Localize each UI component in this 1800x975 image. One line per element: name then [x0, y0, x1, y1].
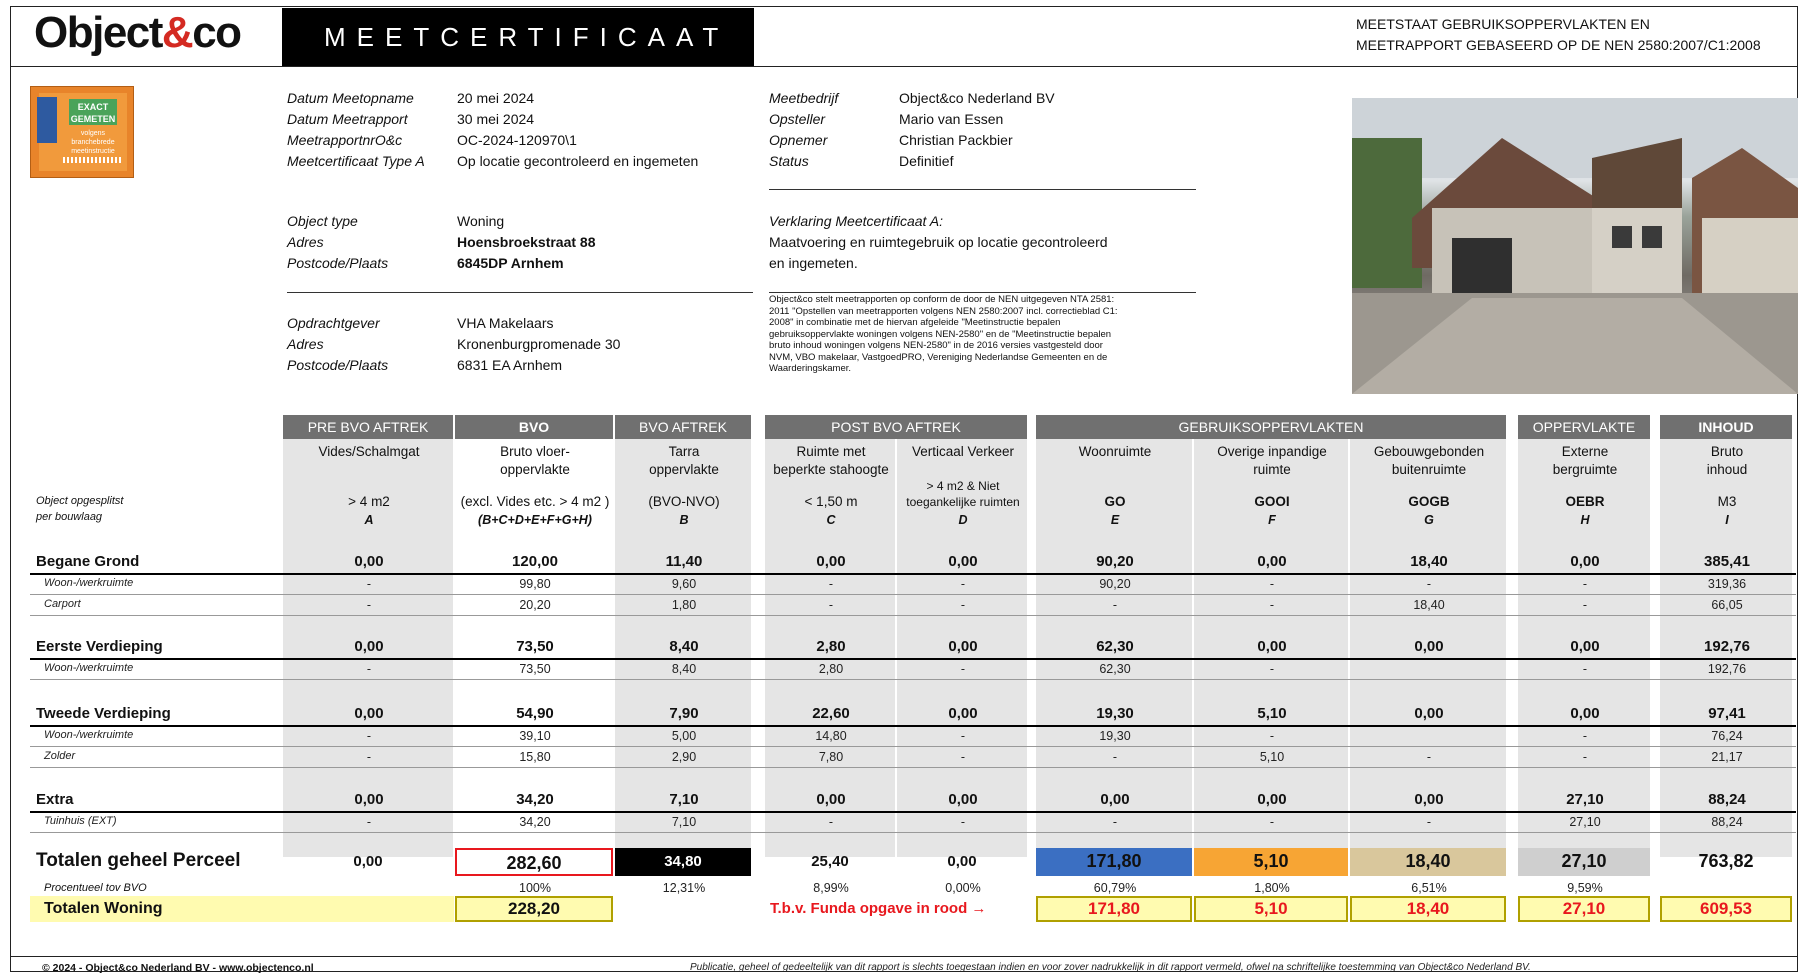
meta-label: Adres — [287, 336, 324, 352]
meta-label: Opsteller — [769, 111, 826, 127]
column-header-line3: M3 — [1717, 494, 1737, 509]
meta-label: MeetrapportnrO&c — [287, 132, 403, 148]
sub-row-name: Woon-/werkruimte — [44, 662, 134, 674]
sub-row-value: 7,80 — [818, 750, 844, 764]
sub-row-value: - — [1582, 598, 1588, 612]
sub-row-value: - — [366, 815, 372, 829]
meta-row — [287, 151, 698, 172]
meta-row — [287, 211, 596, 232]
level-value: 0,00 — [1570, 705, 1600, 722]
level-value: 0,00 — [948, 791, 978, 808]
meta-value: 30 mei 2024 — [457, 111, 535, 127]
total-value: 763,82 — [1698, 851, 1754, 871]
sub-row-value: 15,80 — [519, 750, 551, 764]
column-header-line3: < 1,50 m — [804, 494, 858, 509]
sub-row-name: Tuinhuis (EXT) — [44, 815, 117, 827]
disclaimer — [769, 294, 1199, 375]
level-value: 7,90 — [669, 705, 699, 722]
sub-row-value: 19,30 — [1099, 729, 1131, 743]
percent-value: 6,51% — [1411, 881, 1447, 895]
meta-value: Definitief — [899, 153, 954, 169]
sub-row-value: - — [960, 598, 966, 612]
woning-value: 5,10 — [1254, 899, 1288, 918]
total-value: 34,80 — [615, 848, 751, 876]
level-value: 0,00 — [1570, 553, 1600, 570]
group-header: BVO — [455, 415, 613, 439]
level-value: 34,20 — [516, 791, 554, 808]
sub-row-value: 62,30 — [1099, 662, 1131, 676]
group-header: GEBRUIKSOPPERVLAKTEN — [1036, 415, 1506, 439]
total-value: 25,40 — [811, 853, 849, 870]
row-divider — [30, 746, 1796, 747]
disclaimer-line: 2011 "Opstellen van meetrapporten volgens NEN 2580:2007 incl. correctieblad C1: — [769, 305, 1118, 317]
side-label-line2: per bouwlaag — [36, 511, 103, 523]
sub-row-name: Zolder — [44, 750, 76, 762]
level-value: 192,76 — [1704, 638, 1750, 655]
meta-value: Op locatie gecontroleerd en ingemeten — [457, 153, 699, 169]
sub-row-value: - — [960, 729, 966, 743]
meta-label: Opnemer — [769, 132, 828, 148]
sub-row-value: 7,10 — [671, 815, 697, 829]
column-code: G — [1424, 513, 1434, 527]
sub-row-value: 39,10 — [519, 729, 551, 743]
column-header-line2: oppervlakte — [500, 462, 570, 477]
sub-row-value: - — [366, 750, 372, 764]
column-header-line2: inhoud — [1706, 462, 1748, 477]
percent-value: 100% — [519, 881, 551, 895]
column-header-line1: Vides/Schalmgat — [318, 444, 420, 459]
level-value: 0,00 — [1257, 638, 1287, 655]
level-value: 0,00 — [1414, 791, 1444, 808]
percent-value: 8,99% — [813, 881, 849, 895]
woning-value: 27,10 — [1562, 899, 1606, 918]
sub-row-value: - — [1582, 662, 1588, 676]
column-code: C — [826, 513, 836, 527]
level-name: Eerste Verdieping — [36, 638, 163, 655]
column-header-line2: oppervlakte — [649, 462, 719, 477]
disclaimer-line: Object&co stelt meetrapporten op conform de door de NEN uitgegeven NTA 2581: — [769, 294, 1115, 305]
column-header-line1: Woonruimte — [1078, 444, 1152, 459]
group-header: PRE BVO AFTREK — [283, 415, 453, 439]
row-divider — [30, 594, 1796, 595]
meta-row — [287, 88, 698, 109]
sub-row-value: - — [1269, 598, 1275, 612]
header-divider — [10, 66, 1798, 67]
column-code: E — [1110, 513, 1120, 527]
group-header: INHOUD — [1660, 415, 1792, 439]
column-header-line1: Tarra — [668, 444, 700, 459]
sub-row-value: - — [1582, 577, 1588, 591]
column-header-line2: buitenruimte — [1391, 462, 1467, 477]
meta-row — [287, 355, 620, 376]
meta-value: Kronenburgpromenade 30 — [457, 336, 621, 352]
meta-label: Adres — [287, 234, 324, 250]
column-header-line2: > 4 m2 & Niet — [926, 479, 1000, 493]
meta-row — [769, 151, 1055, 172]
property-photo — [1352, 98, 1798, 394]
footer-divider — [10, 956, 1798, 957]
percent-value: 12,31% — [662, 881, 706, 895]
sub-row-value: 2,90 — [671, 750, 697, 764]
sub-row-value: - — [828, 598, 834, 612]
column-code: B — [679, 513, 689, 527]
meta-row — [287, 232, 596, 253]
sub-row-value: - — [960, 815, 966, 829]
group-header: OPPERVLAKTE — [1518, 415, 1650, 439]
sub-row-value: 27,10 — [1569, 815, 1601, 829]
meta-value: Woning — [457, 213, 505, 229]
sub-row-value: - — [366, 662, 372, 676]
meta-value: Christian Packbier — [899, 132, 1013, 148]
meta-row — [769, 109, 1055, 130]
client-info — [287, 313, 620, 376]
level-divider — [30, 658, 1796, 660]
nvm-logo-icon — [37, 97, 57, 143]
percent-value: 1,80% — [1254, 881, 1290, 895]
column-header-line3: toegankelijke ruimten — [906, 495, 1020, 509]
group-header: BVO AFTREK — [615, 415, 751, 439]
column-header-line1: Bruto vloer- — [500, 444, 570, 459]
sub-row-name: Woon-/werkruimte — [44, 577, 134, 589]
funda-note: T.b.v. Funda opgave in rood → — [770, 900, 987, 917]
meta-row — [287, 313, 620, 334]
meta-value: 20 mei 2024 — [457, 90, 535, 106]
row-divider — [30, 767, 1796, 768]
column-header-line3: (BVO-NVO) — [648, 494, 720, 509]
table-side-label — [36, 493, 123, 525]
woning-value: 171,80 — [1088, 899, 1140, 918]
meta-value: Mario van Essen — [899, 111, 1004, 127]
sub-row-value: 18,40 — [1413, 598, 1445, 612]
level-value: 73,50 — [516, 638, 554, 655]
level-name: Extra — [36, 791, 74, 808]
sub-row-value: - — [366, 598, 372, 612]
meta-row — [287, 130, 698, 151]
level-value: 0,00 — [948, 638, 978, 655]
level-value: 120,00 — [512, 553, 558, 570]
level-value: 0,00 — [354, 638, 384, 655]
level-value: 22,60 — [812, 705, 850, 722]
document-title: MEETCERTIFICAAT — [282, 8, 754, 66]
sub-row-value: - — [828, 577, 834, 591]
brand-logo: Object&co — [34, 8, 241, 57]
percent-value: 9,59% — [1567, 881, 1603, 895]
total-value: 27,10 — [1518, 848, 1650, 876]
meta-label: Meetcertificaat Type A — [287, 153, 425, 169]
meta-row — [287, 109, 698, 130]
meta-value: Object&co Nederland BV — [899, 90, 1055, 106]
disclaimer-line: bruto inhoud woningen volgens NEN-2580" in de 2016 versies vastgesteld door — [769, 340, 1103, 351]
level-value: 27,10 — [1566, 791, 1604, 808]
footer-disclaimer: Publicatie, geheel of gedeeltelijk van dit rapport is slechts toegestaan indien en voor zover nadrukkelijk in dit rapport vermeld, ofwel na schriftelijke toestemming van Object&co Nederland BV. — [690, 962, 1531, 973]
sub-row-value: - — [1582, 729, 1588, 743]
row-divider — [30, 832, 1796, 833]
meta-label: Datum Meetopname — [287, 90, 414, 106]
sub-row-value: 2,80 — [818, 662, 844, 676]
sub-row-value: - — [366, 729, 372, 743]
document-subtitle: MEETSTAAT GEBRUIKSOPPERVLAKTEN EN MEETRAPPORT GEBASEERD OP DE NEN 2580:2007/C1:2008 — [1356, 16, 1761, 53]
meta-value: OC-2024-120970\1 — [457, 132, 577, 148]
column-header-line3: GOGB — [1408, 494, 1450, 509]
level-value: 90,20 — [1096, 553, 1134, 570]
group-header: POST BVO AFTREK — [765, 415, 1027, 439]
total-value: 5,10 — [1194, 848, 1348, 876]
object-info — [287, 211, 596, 274]
level-value: 0,00 — [354, 553, 384, 570]
sub-row-value: - — [1112, 750, 1118, 764]
level-value: 0,00 — [1257, 553, 1287, 570]
column-code: (B+C+D+E+F+G+H) — [478, 513, 592, 527]
column-header-line1: Ruimte met — [796, 444, 866, 459]
sub-row-value: - — [1426, 577, 1432, 591]
percent-label: Procentueel tov BVO — [44, 882, 147, 894]
level-value: 0,00 — [1100, 791, 1130, 808]
verklaring — [769, 211, 1199, 274]
disclaimer-line: gebruiksoppervlakte woningen volgens NEN-2580" en de "Meetinstructie bepalen — [769, 328, 1112, 340]
disclaimer-line: Waarderingskamer. — [769, 363, 852, 374]
totals-label: Totalen geheel Perceel — [36, 850, 241, 871]
house-icon: EXACT GEMETEN — [69, 99, 117, 125]
sub-row-value: - — [960, 662, 966, 676]
side-label-line1: Object opgesplitst — [36, 495, 124, 507]
level-divider — [30, 573, 1796, 575]
level-value: 385,41 — [1704, 553, 1750, 570]
sub-row-value: 73,50 — [519, 662, 551, 676]
level-divider — [30, 725, 1796, 727]
sub-row-value: 5,00 — [671, 729, 697, 743]
level-value: 0,00 — [1414, 638, 1444, 655]
sub-row-value: 5,10 — [1259, 750, 1285, 764]
woning-bvo-value: 228,20 — [508, 899, 560, 918]
column-header-line3: (excl. Vides etc. > 4 m2 ) — [460, 494, 610, 509]
level-value: 2,80 — [816, 638, 846, 655]
row-divider — [30, 615, 1796, 616]
level-value: 0,00 — [816, 553, 846, 570]
sub-row-value: - — [1426, 815, 1432, 829]
level-value: 0,00 — [816, 791, 846, 808]
object-rule — [287, 292, 753, 293]
level-value: 0,00 — [354, 705, 384, 722]
meta-label: Meetbedrijf — [769, 90, 839, 106]
sub-row-value: - — [1269, 815, 1275, 829]
disclaimer-line: 2008" in combinatie met de hiervan afgeleide "Meetinstructie bepalen — [769, 317, 1061, 328]
meta-label: Postcode/Plaats — [287, 255, 389, 271]
meta-label: Postcode/Plaats — [287, 357, 389, 373]
total-value: 0,00 — [947, 853, 977, 870]
column-header-line3: GO — [1104, 494, 1126, 509]
column-header-line1: Verticaal Verkeer — [911, 444, 1015, 459]
meta-right — [769, 88, 1055, 172]
sub-row-value: 8,40 — [671, 662, 697, 676]
total-value: 18,40 — [1350, 848, 1506, 876]
verklaring-line2: en ingemeten. — [769, 255, 858, 271]
percent-value: 60,79% — [1093, 881, 1137, 895]
column-header-line3: > 4 m2 — [348, 494, 390, 509]
sub-row-value: 99,80 — [519, 577, 551, 591]
sub-row-value: 14,80 — [815, 729, 847, 743]
column-code: H — [1580, 513, 1590, 527]
footer-copyright: © 2024 - Object&co Nederland BV - www.objectenco.nl — [42, 962, 314, 974]
level-value: 97,41 — [1708, 705, 1746, 722]
sub-row-name: Carport — [44, 598, 81, 610]
sub-row-value: - — [1269, 662, 1275, 676]
sub-row-value: 76,24 — [1711, 729, 1743, 743]
total-value: 171,80 — [1036, 848, 1192, 876]
meta-rule — [769, 189, 1196, 190]
column-code: A — [364, 513, 374, 527]
level-value: 18,40 — [1410, 553, 1448, 570]
level-value: 0,00 — [948, 705, 978, 722]
total-value: 0,00 — [353, 853, 383, 870]
level-value: 0,00 — [948, 553, 978, 570]
sub-row-name: Woon-/werkruimte — [44, 729, 134, 741]
column-header-line2: bergruimte — [1552, 462, 1618, 477]
level-value: 0,00 — [1414, 705, 1444, 722]
sub-row-value: 9,60 — [671, 577, 697, 591]
sub-row-value: 88,24 — [1711, 815, 1743, 829]
sub-row-value: - — [366, 577, 372, 591]
sub-row-value: - — [828, 815, 834, 829]
sub-row-value: - — [1269, 577, 1275, 591]
meta-value: 6831 EA Arnhem — [457, 357, 563, 373]
level-value: 0,00 — [1257, 791, 1287, 808]
meta-label: Opdrachtgever — [287, 315, 380, 331]
meta-row — [287, 334, 620, 355]
level-value: 8,40 — [669, 638, 699, 655]
exact-gemeten-badge: EXACT GEMETEN volgens branchebrede meetinstructie — [30, 86, 134, 178]
level-name: Begane Grond — [36, 553, 140, 570]
column-header-line2: beperkte stahoogte — [773, 462, 889, 477]
woning-value: 18,40 — [1406, 899, 1450, 918]
row-divider — [30, 679, 1796, 680]
column-code: D — [958, 513, 968, 527]
column-code: I — [1725, 513, 1729, 527]
sub-row-value: 21,17 — [1711, 750, 1743, 764]
level-value: 62,30 — [1096, 638, 1134, 655]
sub-row-value: 1,80 — [671, 598, 697, 612]
column-header-line3: GOOI — [1254, 494, 1290, 509]
meta-label: Datum Meetrapport — [287, 111, 408, 127]
sub-row-value: 319,36 — [1707, 577, 1747, 591]
meta-value: VHA Makelaars — [457, 315, 554, 331]
level-value: 19,30 — [1096, 705, 1134, 722]
meta-value: Hoensbroekstraat 88 — [457, 234, 596, 250]
column-header-line1: Gebouwgebonden — [1373, 444, 1485, 459]
sub-row-value: 20,20 — [519, 598, 551, 612]
level-value: 11,40 — [665, 553, 703, 570]
woning-label: Totalen Woning — [44, 900, 163, 917]
sub-row-value: 192,76 — [1707, 662, 1747, 676]
column-header-line1: Overige inpandige — [1217, 444, 1327, 459]
sub-row-value: 90,20 — [1099, 577, 1131, 591]
level-value: 0,00 — [1570, 638, 1600, 655]
disclaimer-line: NVM, VBO makelaar, VastgoedPRO, Vereniging Nederlandse Gemeenten en de — [769, 351, 1108, 363]
sub-row-value: 66,05 — [1711, 598, 1743, 612]
column-header-line2: ruimte — [1253, 462, 1291, 477]
meta-row — [769, 88, 1055, 109]
column-header-line3: OEBR — [1565, 494, 1605, 509]
total-value: 282,60 — [455, 848, 613, 876]
sub-row-value: - — [1112, 815, 1118, 829]
level-value: 5,10 — [1257, 705, 1287, 722]
column-header-line1: Bruto — [1710, 444, 1744, 459]
verklaring-line1: Maatvoering en ruimtegebruik op locatie gecontroleerd — [769, 234, 1108, 250]
column-header-line1: Externe — [1561, 444, 1609, 459]
verklaring-title: Verklaring Meetcertificaat A: — [769, 213, 944, 229]
sub-row-value: - — [1582, 750, 1588, 764]
sub-row-value: - — [1112, 598, 1118, 612]
sub-row-value: - — [960, 577, 966, 591]
level-value: 7,10 — [669, 791, 699, 808]
meta-left — [287, 88, 698, 172]
level-value: 0,00 — [354, 791, 384, 808]
meta-label: Object type — [287, 213, 358, 229]
meta-label: Status — [769, 153, 809, 169]
verklaring-rule — [769, 292, 1196, 293]
sub-row-value: - — [1426, 750, 1432, 764]
meta-row — [287, 253, 596, 274]
level-value: 54,90 — [516, 705, 554, 722]
column-code: F — [1268, 513, 1276, 527]
percent-value: 0,00% — [945, 881, 981, 895]
meta-value: 6845DP Arnhem — [457, 255, 564, 271]
level-value: 88,24 — [1708, 791, 1746, 808]
sub-row-value: 34,20 — [519, 815, 551, 829]
meta-row — [769, 130, 1055, 151]
sub-row-value: - — [960, 750, 966, 764]
sub-row-value: - — [1269, 729, 1275, 743]
woning-value: 609,53 — [1700, 899, 1752, 918]
level-divider — [30, 811, 1796, 813]
level-name: Tweede Verdieping — [36, 705, 171, 722]
